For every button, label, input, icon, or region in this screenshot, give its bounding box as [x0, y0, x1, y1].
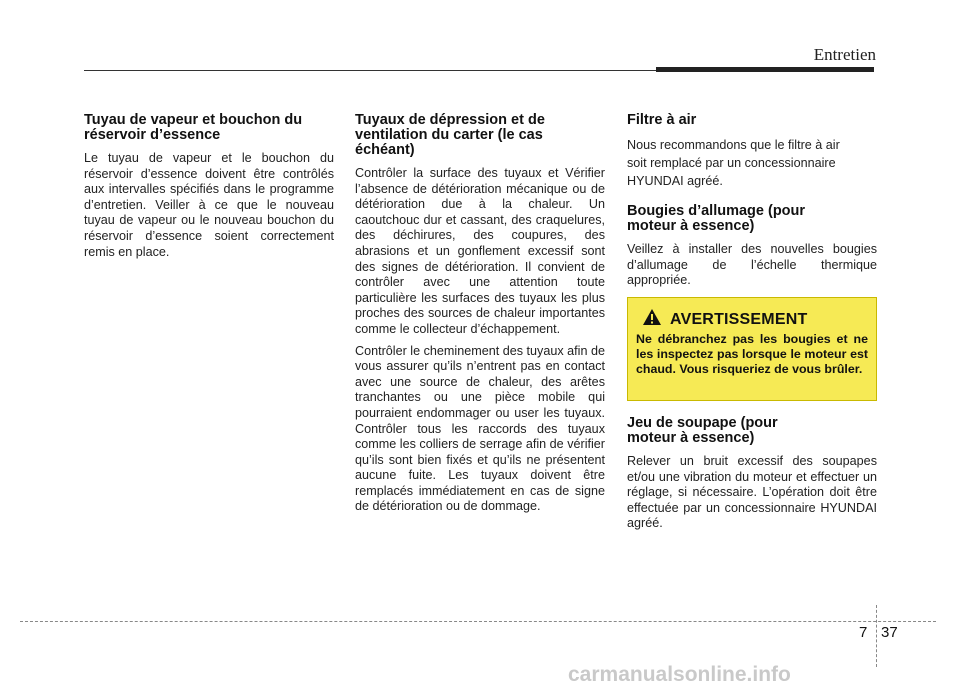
warning-triangle-icon	[642, 308, 662, 331]
section-body-vacuum-hoses-2: Contrôler le cheminement des tuyaux afin de vous assurer qu’ils n’entrent pas en contact avec une source de chaleur, des arêtes tranchantes ou une pièce mobile qui pourraient endommager ou user les tuyaux. Contrôler tous les raccords des tuyaux comme les colliers de serrage afin de vérifier qu’ils sont bien fixés et qu’ils ne présentent aucune fuite. Les tuyaux doivent être remplacés immédiatement en cas de signe de détérioration ou de dommage.	[355, 343, 605, 514]
page-number: 37	[881, 624, 898, 641]
header-title: Entretien	[813, 45, 876, 64]
chapter-number: 7	[859, 624, 868, 641]
column-maintenance	[627, 113, 877, 295]
section-heading-air-filter: Filtre à air	[627, 112, 697, 128]
section-body-spark-plugs: Veillez à installer des nouvelles bougies d’allumage de l’échelle thermique appropriée.	[627, 242, 877, 288]
section-heading-valve-clearance: Jeu de soupape (pour moteur à essence)	[627, 415, 778, 446]
section-body-air-filter: Nous recommandons que le filtre à air soit remplacé par un concessionnaire HYUNDAI agréé.	[627, 138, 840, 188]
watermark: carmanualsonline.info	[568, 663, 791, 686]
column-valve	[627, 416, 877, 538]
footer-rule	[20, 621, 936, 622]
warning-header	[642, 308, 807, 331]
column-vapor-hose	[84, 113, 334, 266]
footer-divider	[876, 605, 877, 667]
header-rule-accent	[656, 67, 874, 72]
section-body-valve-clearance: Relever un bruit excessif des soupapes et/ou une vibration du moteur et effectuer un réglage, si nécessaire. L’opération doit être effectuée par un concessionnaire HYUNDAI agréé.	[627, 454, 877, 531]
section-heading-vapor-hose: Tuyau de vapeur et bouchon du réservoir d’essence	[84, 112, 303, 143]
section-body-vacuum-hoses-1: Contrôler la surface des tuyaux et Vérifier l’absence de détérioration mécanique ou de détérioration due à la chaleur. Un caoutchouc dur et cassant, des craquelures, des déchirures, des coupures, des abrasions et un gonflement excessif sont des signes de détérioration. Il convient de contrôler avec une attention toute particulière les surfaces des tuyaux les plus proches des sources de chaleur importantes comme le collecteur d’échappement.	[355, 166, 605, 336]
warning-text: Ne débranchez pas les bougies et ne les inspectez pas lorsque le moteur est chaud. Vous risqueriez de vous brûler.	[636, 332, 868, 376]
section-body-vapor-hose: Le tuyau de vapeur et le bouchon du réservoir d’essence doivent être contrôlés aux intervalles spécifiés dans le programme d’entretien. Veiller à ce que le nouveau tuyau de vapeur ou le nouveau bouchon du réservoir d’essence soient correctement remis en place.	[84, 151, 334, 259]
section-heading-vacuum-hoses: Tuyaux de dépression et de ventilation du carter (le cas échéant)	[355, 112, 545, 158]
column-vacuum-hoses	[355, 113, 605, 521]
section-heading-spark-plugs: Bougies d’allumage (pour moteur à essence)	[627, 203, 806, 234]
warning-box	[627, 297, 877, 401]
warning-title: AVERTISSEMENT	[670, 310, 808, 328]
